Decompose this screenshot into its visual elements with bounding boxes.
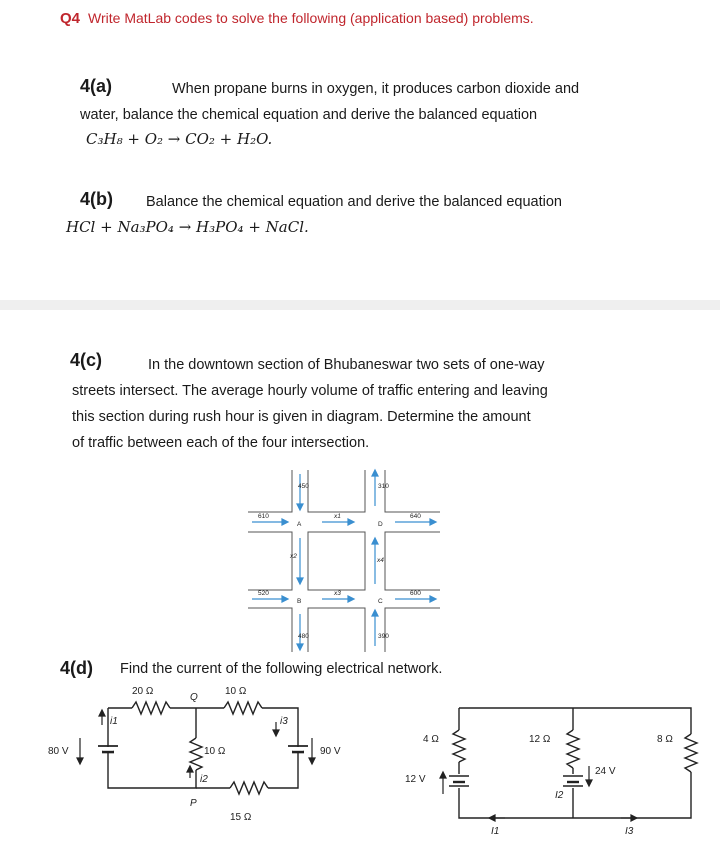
I2-label: I2: [555, 790, 564, 801]
node-p: P: [190, 798, 197, 809]
traffic-right-bottom-out: 600: [410, 590, 421, 597]
I1-label: I1: [491, 826, 500, 837]
q4c-line1: In the downtown section of Bhubaneswar two sets of one-way: [148, 357, 545, 373]
q4d-text: Find the current of the following electrical network.: [120, 661, 443, 677]
node-c: C: [378, 598, 383, 605]
r-10-top-label: 10 Ω: [225, 686, 247, 697]
traffic-bottom-right-in: 390: [378, 633, 389, 640]
question-title: Write MatLab codes to solve the following (application based) problems.: [88, 10, 534, 26]
r-10-mid-label: 10 Ω: [204, 746, 226, 757]
I3-label: I3: [625, 826, 634, 837]
traffic-left-bottom-in: 520: [258, 590, 269, 597]
v-12-label: 12 V: [405, 774, 426, 785]
q4a-equation: C₃H₈ + O₂ → CO₂ + H₂O.: [86, 130, 273, 148]
q4a-line2: water, balance the chemical equation and derive the balanced equation: [80, 107, 538, 123]
r-15-label: 15 Ω: [230, 812, 252, 823]
label-4d: 4(d): [60, 658, 93, 678]
r-20-label: 20 Ω: [132, 686, 154, 697]
i3-label: i3: [280, 716, 288, 727]
i2-label: i2: [200, 774, 208, 785]
circuit-2: [395, 690, 715, 840]
label-4c: 4(c): [70, 350, 103, 370]
circuit-1: [40, 680, 370, 830]
question-header: [60, 10, 534, 27]
label-4a: 4(a): [80, 76, 113, 96]
r-8-label: 8 Ω: [657, 734, 673, 745]
q4a-line1: When propane burns in oxygen, it produces carbon dioxide and: [172, 81, 580, 97]
question-number: Q4: [60, 10, 81, 27]
i1-label: i1: [110, 716, 118, 727]
node-d: D: [378, 521, 383, 528]
traffic-bottom-left-out: 480: [298, 633, 309, 640]
v-90-label: 90 V: [320, 746, 341, 757]
q4c-line2: streets intersect. The average hourly volume of traffic entering and leaving: [72, 383, 548, 399]
traffic-top-right-out: 310: [378, 483, 389, 490]
q4b-equation: HCl + Na₃PO₄ → H₃PO₄ + NaCl.: [66, 218, 309, 236]
r-4-label: 4 Ω: [423, 734, 439, 745]
q4c-line4: of traffic between each of the four intersection.: [72, 435, 370, 451]
var-x2: x2: [290, 553, 297, 560]
r-12-label: 12 Ω: [529, 734, 551, 745]
section-divider: [0, 300, 720, 310]
traffic-right-top-out: 640: [410, 513, 421, 520]
node-a: A: [297, 521, 302, 528]
traffic-left-top-in: 610: [258, 513, 269, 520]
v-24-label: 24 V: [595, 766, 616, 777]
var-x1: x1: [334, 513, 341, 520]
q4b-line1: Balance the chemical equation and derive the balanced equation: [146, 194, 562, 210]
node-q: Q: [190, 692, 198, 703]
var-x3: x3: [334, 590, 341, 597]
v-80-label: 80 V: [48, 746, 69, 757]
node-b: B: [297, 598, 302, 605]
traffic-diagram: [240, 460, 450, 655]
traffic-top-left-in: 450: [298, 483, 309, 490]
q4c-line3: this section during rush hour is given in diagram. Determine the amount: [72, 409, 531, 425]
var-x4: x4: [377, 557, 384, 564]
label-4b: 4(b): [80, 189, 113, 209]
